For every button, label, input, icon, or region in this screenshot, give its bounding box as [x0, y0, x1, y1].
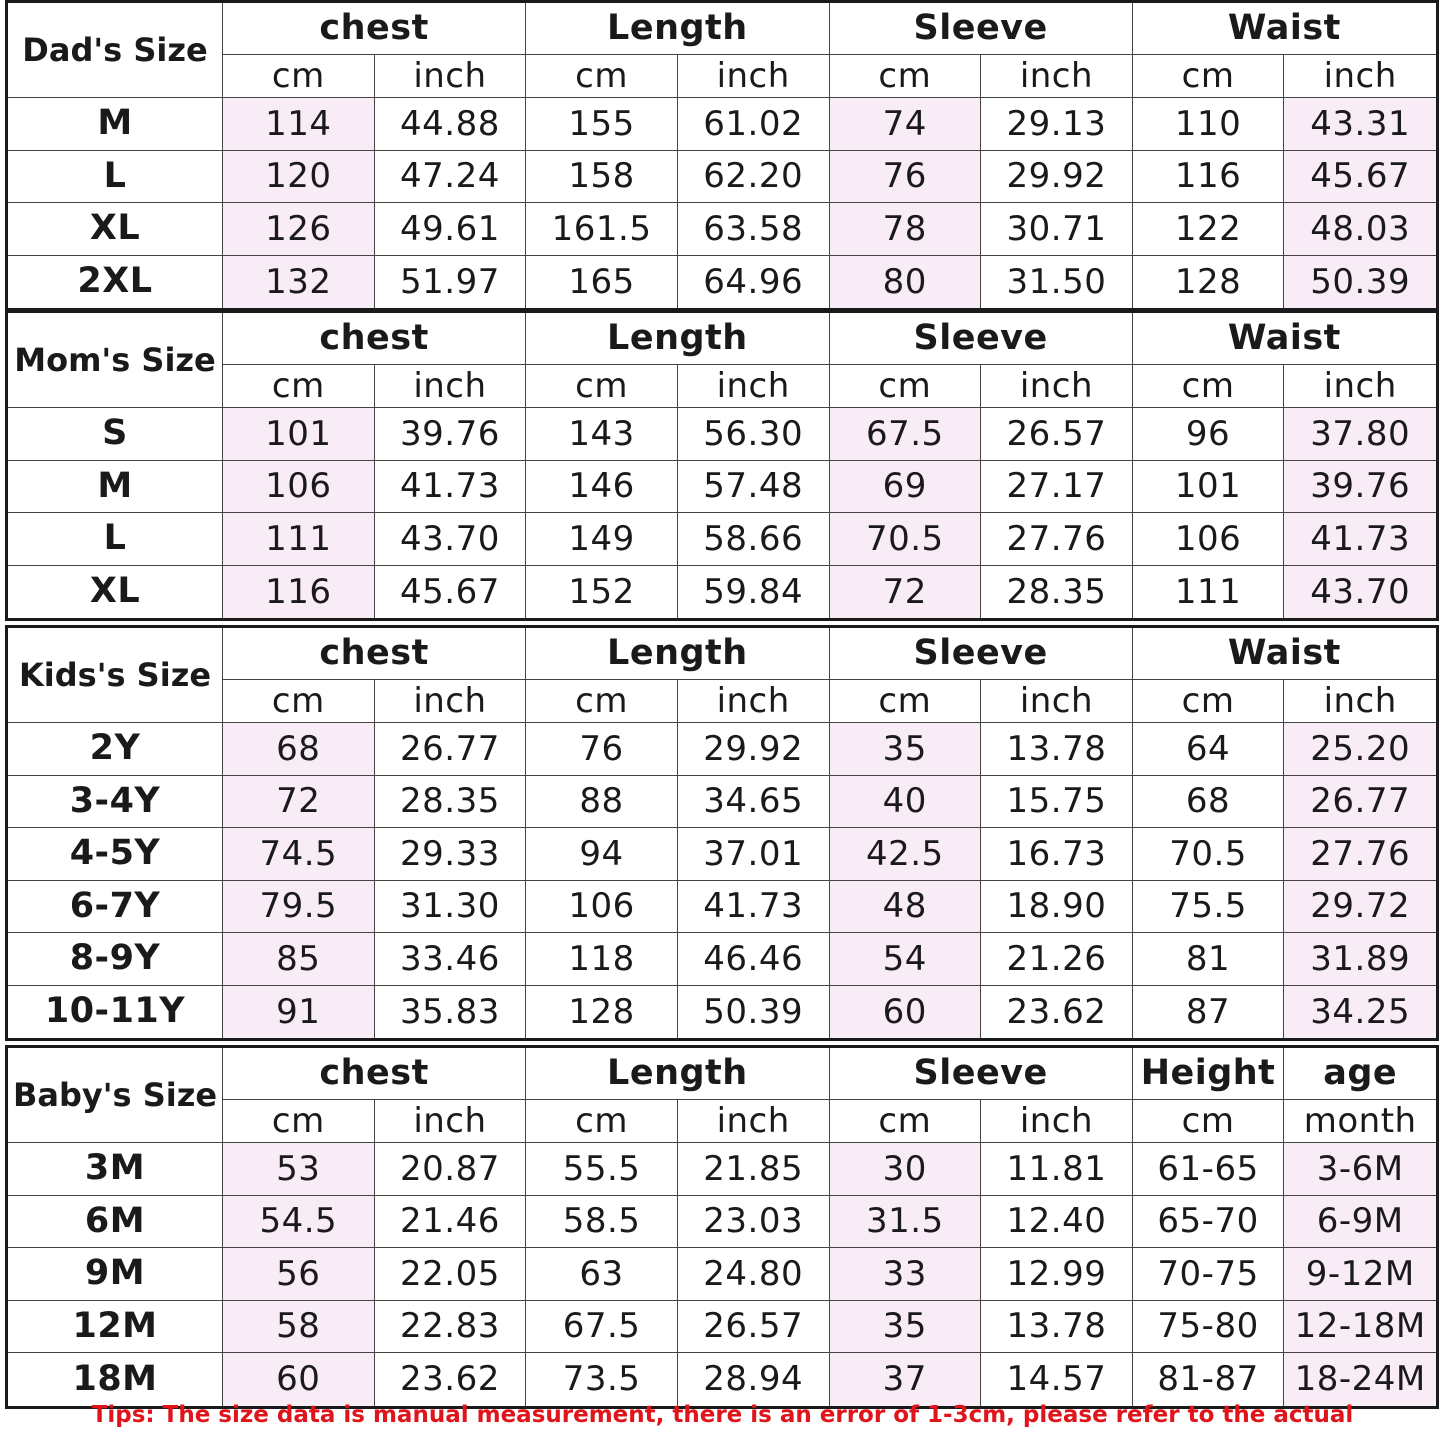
table-cell: 69	[830, 461, 982, 514]
table-cell: 63.58	[678, 203, 830, 256]
measure-group-header: Waist	[1133, 313, 1436, 365]
table-cell: 43.31	[1284, 98, 1436, 151]
measure-group-header: chest	[223, 313, 526, 365]
table-cell: 50.39	[678, 986, 830, 1039]
table-cell: 155	[526, 98, 678, 151]
table-cell: 60	[830, 986, 982, 1039]
table-cell: 118	[526, 933, 678, 986]
table-cell: 35	[830, 1301, 982, 1354]
table-cell: 39.76	[375, 408, 527, 461]
table-cell: 120	[223, 151, 375, 204]
table-cell: 70-75	[1133, 1248, 1285, 1301]
table-cell: 111	[1133, 566, 1285, 619]
unit-header: inch	[1284, 680, 1436, 723]
table-cell: 30.71	[981, 203, 1133, 256]
table-cell: 76	[526, 723, 678, 776]
table-cell: 18-24M	[1284, 1353, 1436, 1406]
table-cell: 31.89	[1284, 933, 1436, 986]
table-cell: 158	[526, 151, 678, 204]
table-cell: 53	[223, 1143, 375, 1196]
unit-header: inch	[375, 680, 527, 723]
table-cell: 12.40	[981, 1196, 1133, 1249]
table-cell: 85	[223, 933, 375, 986]
size-table-title: Mom's Size	[8, 313, 223, 408]
table-cell: 73.5	[526, 1353, 678, 1406]
table-cell: 88	[526, 776, 678, 829]
table-cell: 94	[526, 828, 678, 881]
table-cell: 47.24	[375, 151, 527, 204]
unit-header: cm	[526, 365, 678, 408]
table-cell: 22.83	[375, 1301, 527, 1354]
table-cell: 62.20	[678, 151, 830, 204]
table-cell: 21.46	[375, 1196, 527, 1249]
table-cell: 45.67	[375, 566, 527, 619]
table-cell: 81	[1133, 933, 1285, 986]
table-cell: 101	[223, 408, 375, 461]
table-cell: 49.61	[375, 203, 527, 256]
unit-header: cm	[1133, 55, 1285, 98]
table-cell: 116	[1133, 151, 1285, 204]
unit-header: cm	[830, 365, 982, 408]
table-cell: 11.81	[981, 1143, 1133, 1196]
table-cell: 74.5	[223, 828, 375, 881]
table-cell: 56.30	[678, 408, 830, 461]
table-cell: 111	[223, 513, 375, 566]
unit-header: inch	[678, 55, 830, 98]
table-cell: 13.78	[981, 723, 1133, 776]
measure-group-header: chest	[223, 1048, 526, 1100]
unit-header: inch	[981, 55, 1133, 98]
unit-header: cm	[1133, 1100, 1285, 1143]
unit-header: cm	[526, 1100, 678, 1143]
table-cell: 60	[223, 1353, 375, 1406]
table-cell: 143	[526, 408, 678, 461]
table-cell: 43.70	[375, 513, 527, 566]
table-cell: 21.85	[678, 1143, 830, 1196]
table-cell: 26.57	[678, 1301, 830, 1354]
table-cell: 35.83	[375, 986, 527, 1039]
table-cell: 26.57	[981, 408, 1133, 461]
table-cell: 122	[1133, 203, 1285, 256]
size-row-label: XL	[8, 566, 223, 619]
unit-header: inch	[981, 1100, 1133, 1143]
table-cell: 34.25	[1284, 986, 1436, 1039]
table-cell: 75.5	[1133, 881, 1285, 934]
table-cell: 14.57	[981, 1353, 1133, 1406]
table-cell: 30	[830, 1143, 982, 1196]
unit-header: inch	[678, 1100, 830, 1143]
unit-header: cm	[223, 1100, 375, 1143]
size-table-title: Kids's Size	[8, 628, 223, 723]
table-cell: 28.94	[678, 1353, 830, 1406]
table-cell: 22.05	[375, 1248, 527, 1301]
unit-header: cm	[1133, 365, 1285, 408]
measure-group-header: Waist	[1133, 3, 1436, 55]
table-cell: 35	[830, 723, 982, 776]
table-cell: 54	[830, 933, 982, 986]
table-cell: 9-12M	[1284, 1248, 1436, 1301]
table-cell: 42.5	[830, 828, 982, 881]
table-cell: 3-6M	[1284, 1143, 1436, 1196]
size-table	[5, 1045, 1439, 1409]
table-cell: 25.20	[1284, 723, 1436, 776]
table-cell: 33.46	[375, 933, 527, 986]
table-cell: 46.46	[678, 933, 830, 986]
table-cell: 146	[526, 461, 678, 514]
measure-group-header: Sleeve	[830, 313, 1133, 365]
table-cell: 18.90	[981, 881, 1133, 934]
table-cell: 15.75	[981, 776, 1133, 829]
table-cell: 37	[830, 1353, 982, 1406]
size-row-label: 3-4Y	[8, 776, 223, 829]
table-cell: 54.5	[223, 1196, 375, 1249]
measure-group-header: chest	[223, 628, 526, 680]
table-cell: 50.39	[1284, 256, 1436, 309]
size-tips-note: Tips: The size data is manual measurement, there is an error of 1-3cm, please refer to the actual	[91, 1402, 1354, 1428]
table-cell: 45.67	[1284, 151, 1436, 204]
table-cell: 48	[830, 881, 982, 934]
size-table	[5, 310, 1439, 621]
table-cell: 26.77	[375, 723, 527, 776]
table-cell: 65-70	[1133, 1196, 1285, 1249]
measure-group-header: Length	[526, 628, 829, 680]
size-row-label: 9M	[8, 1248, 223, 1301]
unit-header: inch	[375, 55, 527, 98]
table-cell: 101	[1133, 461, 1285, 514]
table-cell: 37.01	[678, 828, 830, 881]
unit-header: inch	[375, 365, 527, 408]
table-cell: 29.72	[1284, 881, 1436, 934]
table-cell: 31.50	[981, 256, 1133, 309]
table-cell: 61-65	[1133, 1143, 1285, 1196]
size-row-label: 18M	[8, 1353, 223, 1406]
table-cell: 28.35	[375, 776, 527, 829]
unit-header: cm	[223, 680, 375, 723]
size-row-label: 4-5Y	[8, 828, 223, 881]
table-cell: 126	[223, 203, 375, 256]
size-row-label: S	[8, 408, 223, 461]
size-row-label: XL	[8, 203, 223, 256]
size-row-label: 2Y	[8, 723, 223, 776]
measure-group-header: Sleeve	[830, 3, 1133, 55]
measure-group-header: Length	[526, 313, 829, 365]
unit-header: cm	[223, 365, 375, 408]
measure-group-header: Length	[526, 3, 829, 55]
size-table-title: Dad's Size	[8, 3, 223, 98]
table-cell: 68	[223, 723, 375, 776]
table-cell: 61.02	[678, 98, 830, 151]
table-cell: 31.5	[830, 1196, 982, 1249]
size-row-label: 2XL	[8, 256, 223, 309]
unit-header: inch	[678, 365, 830, 408]
size-row-label: 10-11Y	[8, 986, 223, 1039]
unit-header: cm	[526, 680, 678, 723]
size-row-label: L	[8, 513, 223, 566]
table-cell: 128	[526, 986, 678, 1039]
unit-header: cm	[830, 55, 982, 98]
table-cell: 149	[526, 513, 678, 566]
table-cell: 28.35	[981, 566, 1133, 619]
unit-header: month	[1284, 1100, 1436, 1143]
table-cell: 41.73	[1284, 513, 1436, 566]
table-cell: 34.65	[678, 776, 830, 829]
table-cell: 20.87	[375, 1143, 527, 1196]
table-cell: 56	[223, 1248, 375, 1301]
unit-header: cm	[1133, 680, 1285, 723]
table-cell: 67.5	[526, 1301, 678, 1354]
table-cell: 81-87	[1133, 1353, 1285, 1406]
table-cell: 79.5	[223, 881, 375, 934]
table-cell: 51.97	[375, 256, 527, 309]
size-row-label: M	[8, 461, 223, 514]
table-cell: 23.03	[678, 1196, 830, 1249]
table-cell: 87	[1133, 986, 1285, 1039]
table-cell: 110	[1133, 98, 1285, 151]
size-row-label: 12M	[8, 1301, 223, 1354]
table-cell: 29.92	[981, 151, 1133, 204]
table-cell: 67.5	[830, 408, 982, 461]
table-cell: 40	[830, 776, 982, 829]
measure-group-header: Height	[1133, 1048, 1285, 1100]
size-row-label: 6-7Y	[8, 881, 223, 934]
table-cell: 39.76	[1284, 461, 1436, 514]
table-cell: 96	[1133, 408, 1285, 461]
table-cell: 13.78	[981, 1301, 1133, 1354]
table-cell: 44.88	[375, 98, 527, 151]
table-cell: 12-18M	[1284, 1301, 1436, 1354]
table-cell: 16.73	[981, 828, 1133, 881]
size-table	[5, 625, 1439, 1041]
measure-group-header: Sleeve	[830, 628, 1133, 680]
table-cell: 72	[830, 566, 982, 619]
table-cell: 76	[830, 151, 982, 204]
table-cell: 64	[1133, 723, 1285, 776]
table-cell: 29.13	[981, 98, 1133, 151]
table-cell: 64.96	[678, 256, 830, 309]
size-table-title: Baby's Size	[8, 1048, 223, 1143]
unit-header: inch	[375, 1100, 527, 1143]
table-cell: 70.5	[830, 513, 982, 566]
table-cell: 152	[526, 566, 678, 619]
table-cell: 70.5	[1133, 828, 1285, 881]
table-cell: 75-80	[1133, 1301, 1285, 1354]
unit-header: inch	[1284, 55, 1436, 98]
table-cell: 58	[223, 1301, 375, 1354]
table-cell: 161.5	[526, 203, 678, 256]
table-cell: 106	[223, 461, 375, 514]
table-cell: 26.77	[1284, 776, 1436, 829]
size-row-label: 6M	[8, 1196, 223, 1249]
unit-header: inch	[678, 680, 830, 723]
table-cell: 128	[1133, 256, 1285, 309]
table-cell: 29.92	[678, 723, 830, 776]
table-cell: 33	[830, 1248, 982, 1301]
measure-group-header: age	[1284, 1048, 1436, 1100]
unit-header: cm	[830, 680, 982, 723]
table-cell: 41.73	[678, 881, 830, 934]
size-table	[5, 0, 1439, 311]
unit-header: inch	[981, 680, 1133, 723]
measure-group-header: chest	[223, 3, 526, 55]
table-cell: 48.03	[1284, 203, 1436, 256]
table-cell: 74	[830, 98, 982, 151]
table-cell: 31.30	[375, 881, 527, 934]
size-row-label: L	[8, 151, 223, 204]
size-row-label: 3M	[8, 1143, 223, 1196]
table-cell: 72	[223, 776, 375, 829]
table-cell: 12.99	[981, 1248, 1133, 1301]
table-cell: 55.5	[526, 1143, 678, 1196]
table-cell: 37.80	[1284, 408, 1436, 461]
table-cell: 106	[1133, 513, 1285, 566]
unit-header: inch	[1284, 365, 1436, 408]
table-cell: 41.73	[375, 461, 527, 514]
size-row-label: M	[8, 98, 223, 151]
table-cell: 78	[830, 203, 982, 256]
measure-group-header: Waist	[1133, 628, 1436, 680]
table-cell: 27.76	[1284, 828, 1436, 881]
table-cell: 68	[1133, 776, 1285, 829]
table-cell: 27.17	[981, 461, 1133, 514]
table-cell: 29.33	[375, 828, 527, 881]
table-cell: 23.62	[981, 986, 1133, 1039]
unit-header: cm	[223, 55, 375, 98]
table-cell: 106	[526, 881, 678, 934]
table-cell: 80	[830, 256, 982, 309]
size-row-label: 8-9Y	[8, 933, 223, 986]
table-cell: 58.5	[526, 1196, 678, 1249]
table-cell: 59.84	[678, 566, 830, 619]
measure-group-header: Sleeve	[830, 1048, 1133, 1100]
table-cell: 116	[223, 566, 375, 619]
table-cell: 27.76	[981, 513, 1133, 566]
table-cell: 24.80	[678, 1248, 830, 1301]
unit-header: inch	[981, 365, 1133, 408]
table-cell: 63	[526, 1248, 678, 1301]
table-cell: 57.48	[678, 461, 830, 514]
measure-group-header: Length	[526, 1048, 829, 1100]
table-cell: 114	[223, 98, 375, 151]
table-cell: 58.66	[678, 513, 830, 566]
unit-header: cm	[830, 1100, 982, 1143]
unit-header: cm	[526, 55, 678, 98]
table-cell: 6-9M	[1284, 1196, 1436, 1249]
table-cell: 23.62	[375, 1353, 527, 1406]
table-cell: 91	[223, 986, 375, 1039]
table-cell: 43.70	[1284, 566, 1436, 619]
table-cell: 132	[223, 256, 375, 309]
table-cell: 165	[526, 256, 678, 309]
table-cell: 21.26	[981, 933, 1133, 986]
